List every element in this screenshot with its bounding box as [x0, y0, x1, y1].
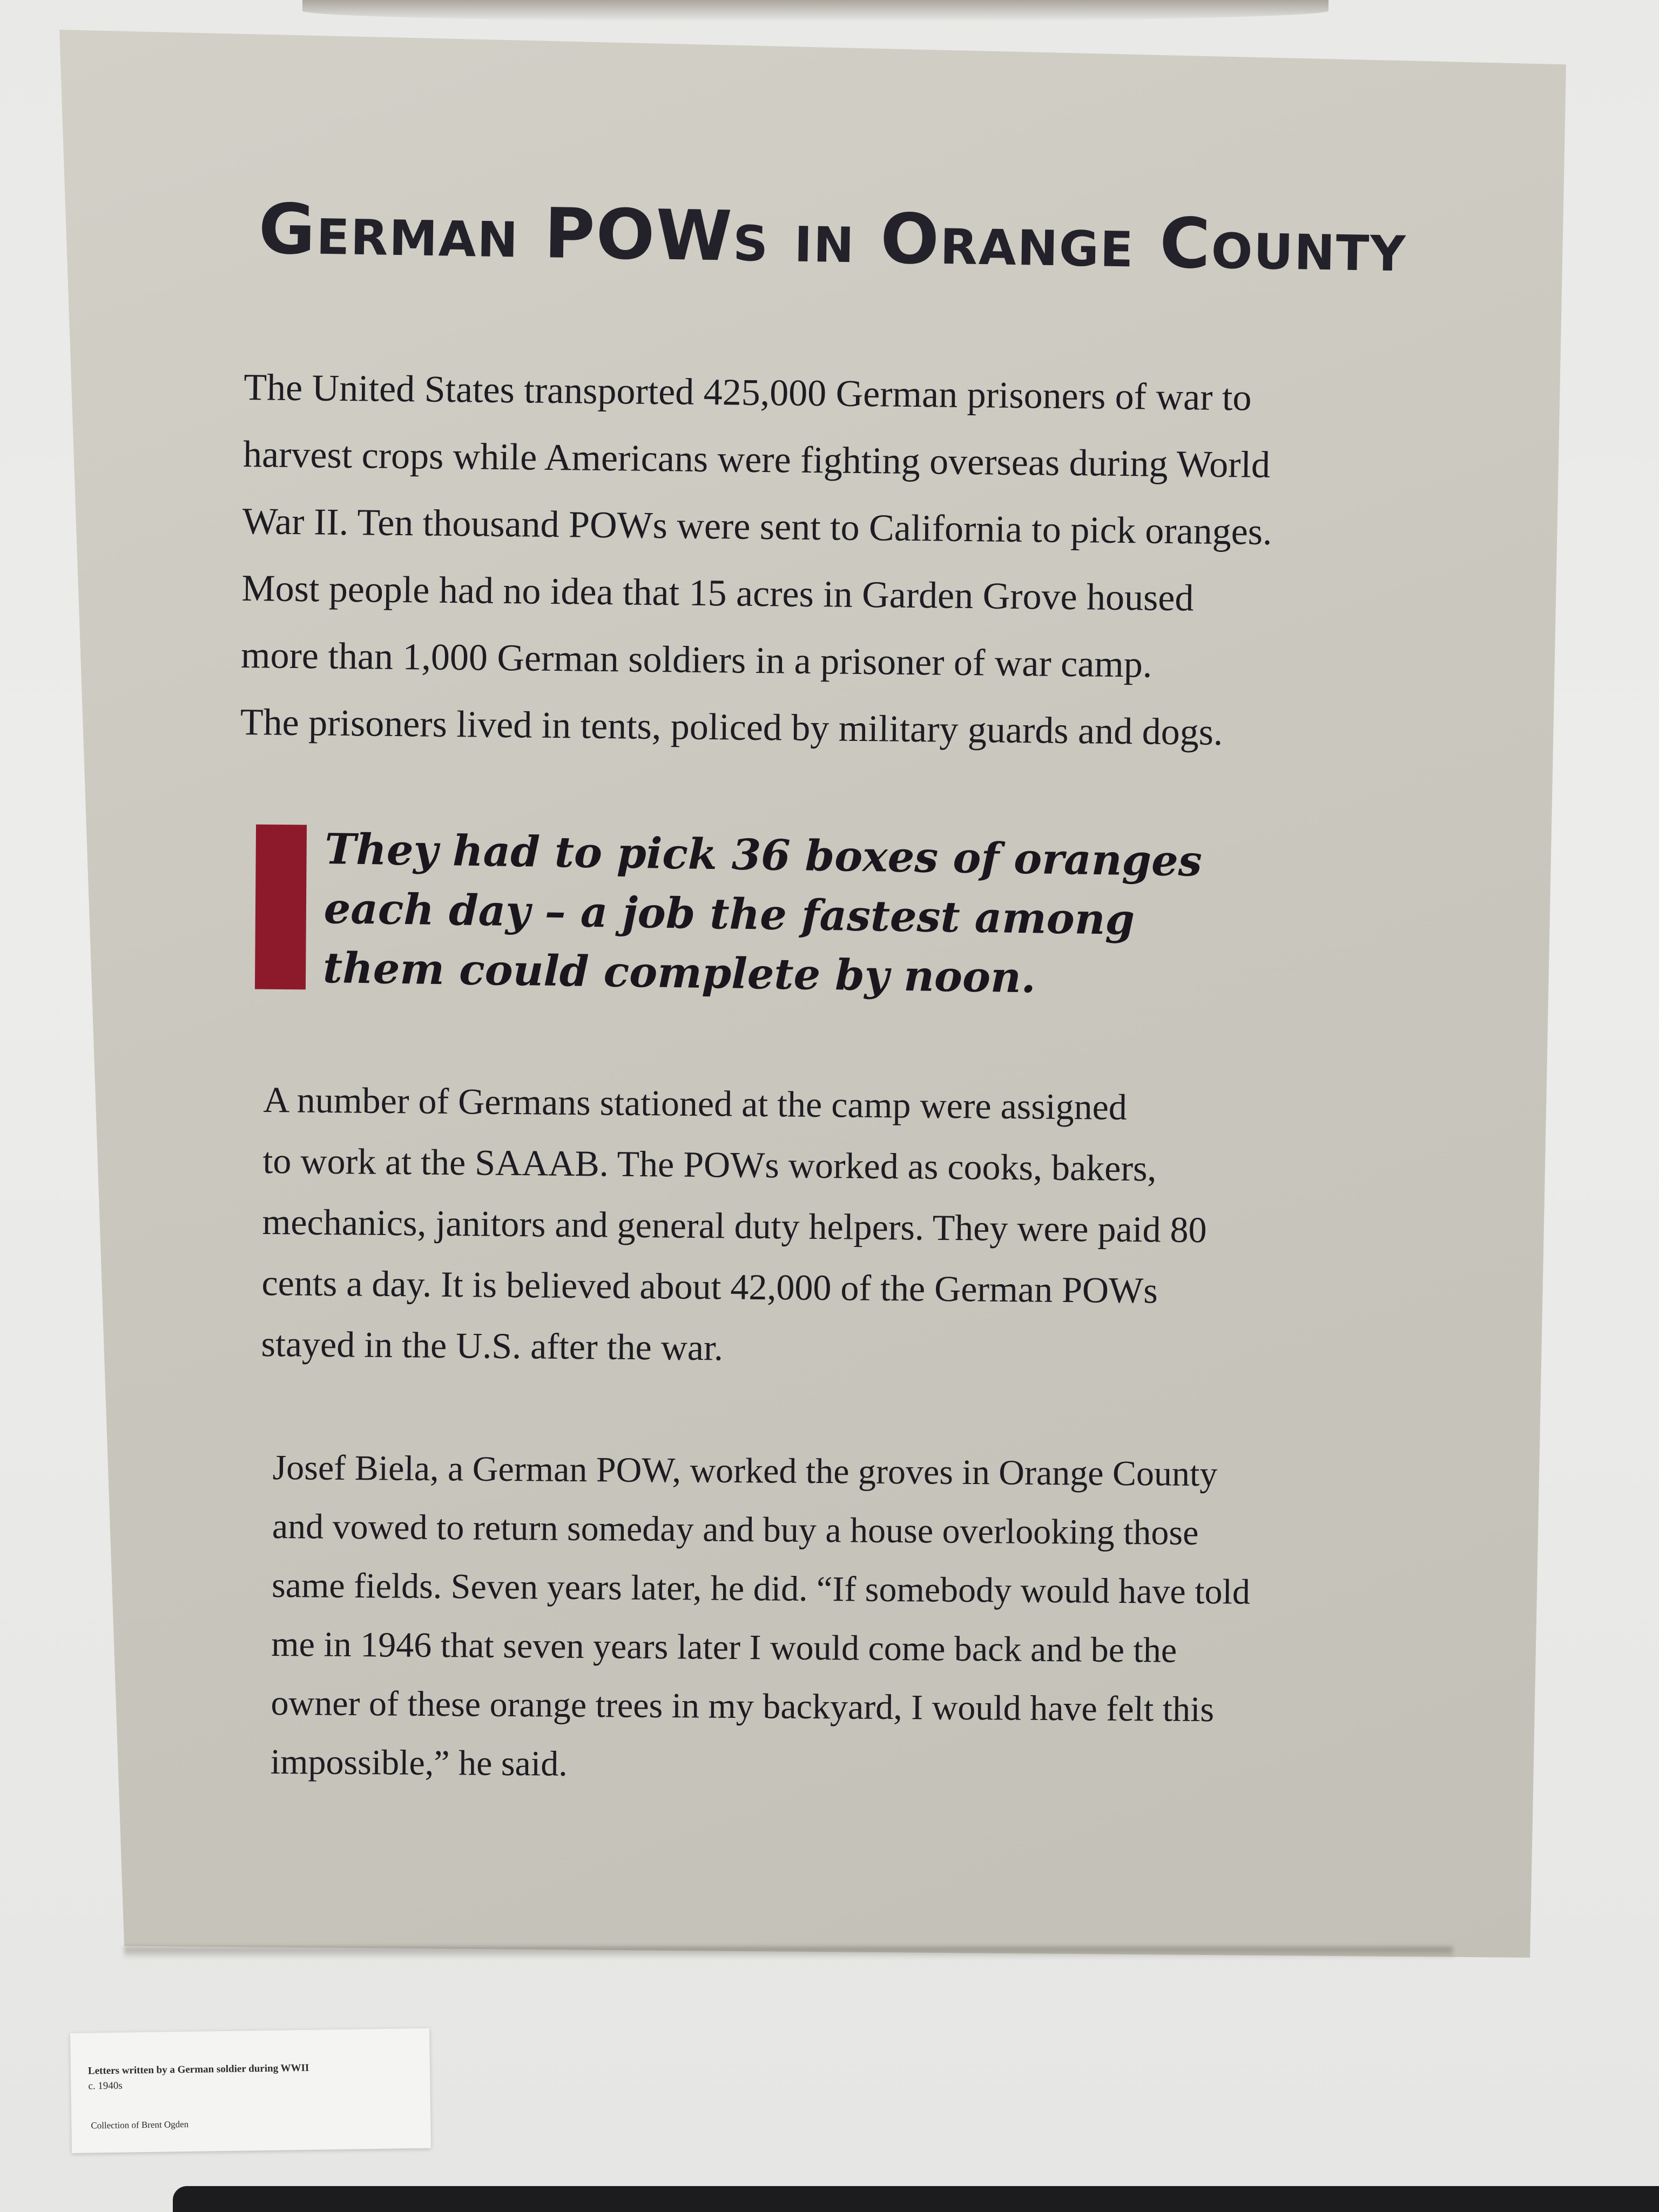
paragraph-line: impossible,” he said.	[270, 1742, 568, 1784]
pull-quote-line: them could complete by noon.	[322, 943, 1036, 1003]
paragraph-line: mechanics, janitors and general duty helpers. They were paid 80	[262, 1201, 1207, 1251]
paragraph-line: War II. Ten thousand POWs were sent to California to pick oranges.	[242, 500, 1272, 553]
pull-quote-line: each day – a job the fastest among	[323, 884, 1135, 945]
paragraph-line: The prisoners lived in tents, policed by military guards and dogs.	[240, 701, 1223, 754]
paragraph-line: Josef Biela, a German POW, worked the groves in Orange County	[272, 1447, 1218, 1494]
saaab-paragraph	[261, 1069, 1208, 1382]
biela-paragraph	[270, 1438, 1251, 1798]
panel-title: German POWs in Orange County	[258, 189, 1407, 288]
object-label-title: Letters written by a German soldier during WWII	[87, 2062, 309, 2077]
paragraph-line: stayed in the U.S. after the war.	[261, 1323, 724, 1368]
paragraph-line: owner of these orange trees in my backyard, I would have felt this	[271, 1683, 1215, 1730]
pull-quote-line: They had to pick 36 boxes of oranges	[324, 824, 1203, 886]
object-label-card	[70, 2028, 431, 2153]
paragraph-line: The United States transported 425,000 German prisoners of war to	[243, 366, 1252, 419]
paragraph-line: cents a day. It is believed about 42,000 of the German POWs	[261, 1262, 1158, 1311]
paragraph-line: same fields. Seven years later, he did. “If somebody would have told	[271, 1565, 1251, 1612]
pull-quote	[322, 820, 1202, 1010]
paragraph-line: me in 1946 that seven years later I would come back and be the	[271, 1624, 1177, 1670]
top-shadow	[302, 0, 1328, 22]
paragraph-line: A number of Germans stationed at the camp were assigned	[263, 1078, 1128, 1128]
panel-bottom-edge-shadow	[124, 1947, 1453, 1959]
paragraph-line: more than 1,000 German soldiers in a prisoner of war camp.	[240, 634, 1152, 686]
paragraph-line: to work at the SAAAB. The POWs worked as cooks, bakers,	[262, 1139, 1157, 1189]
paragraph-line: Most people had no idea that 15 acres in Garden Grove housed	[241, 567, 1194, 619]
pull-quote-accent-bar	[255, 825, 307, 990]
object-label-date: c. 1940s	[88, 2080, 123, 2092]
paragraph-line: and vowed to return someday and buy a house overlooking those	[272, 1506, 1199, 1553]
display-case-edge	[173, 2186, 1659, 2212]
intro-paragraph	[240, 354, 1274, 767]
paragraph-line: harvest crops while Americans were fighting overseas during World	[242, 433, 1271, 486]
object-label-credit: Collection of Brent Ogden	[91, 2119, 189, 2131]
